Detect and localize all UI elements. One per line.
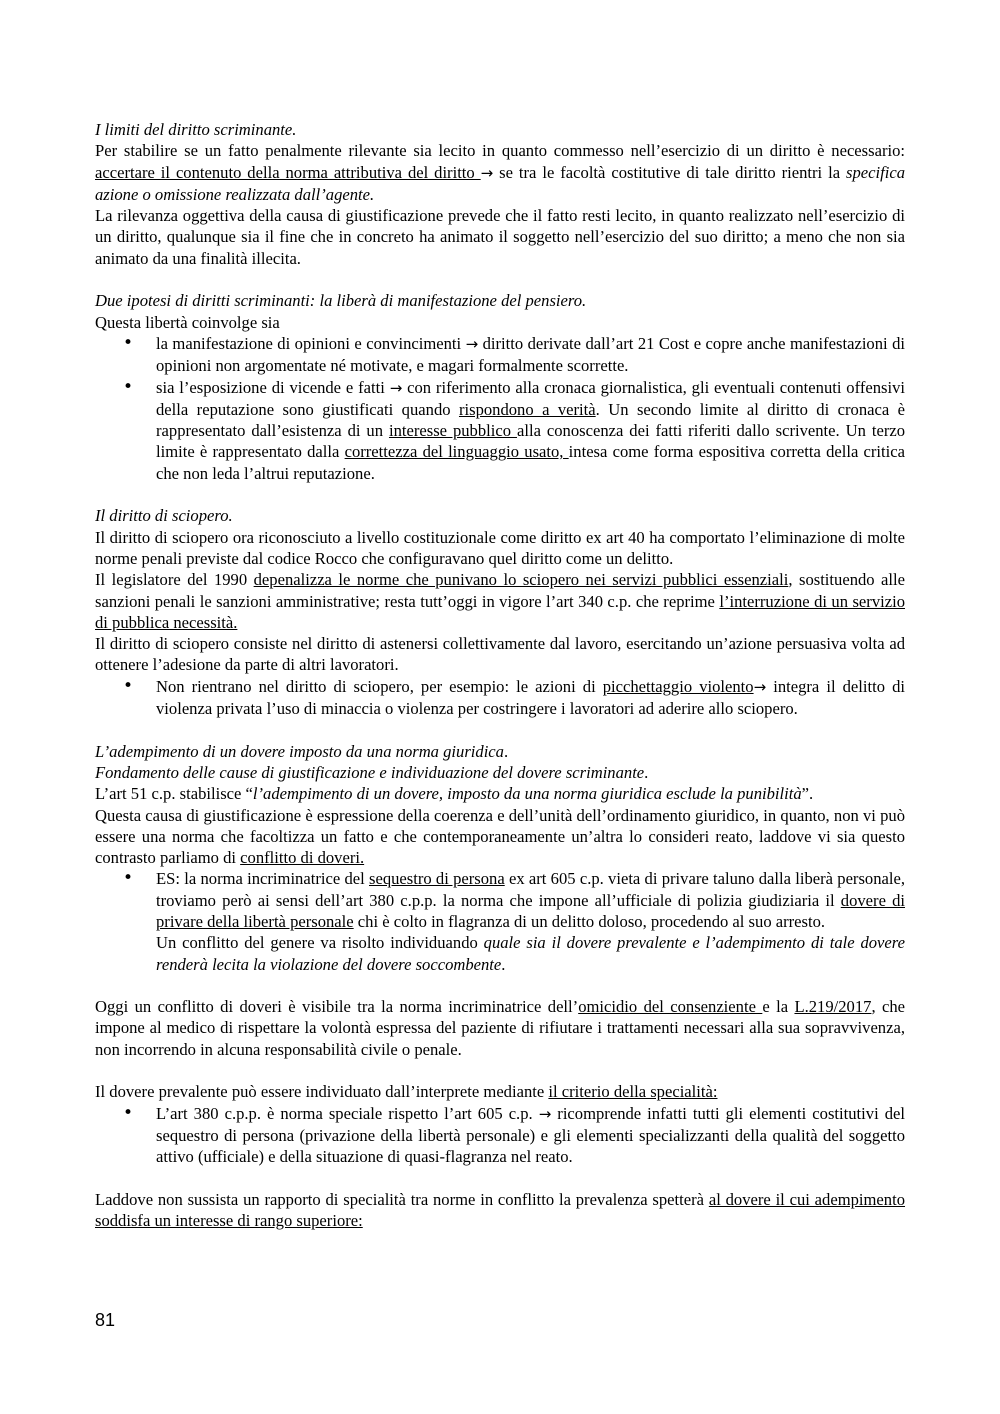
section-heading-adempimento: L’adempimento di un dovere imposto da una norma giuridica. bbox=[95, 741, 509, 761]
list-item-continuation: Un conflitto del genere va risolto individuando quale sia il dovere prevalente e l’adempimento di tale dovere renderà lecita la violazione del dovere soccombente. bbox=[156, 933, 905, 974]
arrow-right-icon: → bbox=[538, 1104, 552, 1123]
section-heading-limiti: I limiti del diritto scriminante. bbox=[95, 120, 297, 139]
arrow-right-icon: → bbox=[465, 334, 479, 353]
list-item: • Non rientrano nel diritto di sciopero, per esempio: le azioni di picchettaggio violento→ integra il delitto di violenza privata l’uso di minaccia o violenza per costringere i lavoratori ad aderire allo sciopero. bbox=[95, 676, 905, 720]
list-item: • la manifestazione di opinioni e convincimenti → diritto derivate dall’art 21 Cost e copre anche manifestazioni di opinioni non argomentate né motivate, e magari formalmente scorrette. bbox=[95, 333, 905, 377]
list-item: • sia l’esposizione di vicende e fatti → con riferimento alla cronaca giornalistica, gli eventuali contenuti offensivi della reputazione sono giustificati quando rispondono a verità. Un secondo limite al diritto di cronaca è rappresentato dall’esistenza di un interesse pubblico alla conoscenza dei fatti riferiti dallo scrivente. Un terzo limite è rappresentato dalla correttezza del linguaggio usato, intesa come forma espositiva corretta della critica che non leda l’altrui reputazione. bbox=[95, 377, 905, 484]
arrow-right-icon: → bbox=[389, 378, 403, 397]
list-item: • ES: la norma incriminatrice del sequestro di persona ex art 605 c.p. vieta di privare taluno dalla liberà personale, troviamo però ai sensi dell’art 380 c.p.p. la norma che impone all’ufficiale di polizia giudiziaria il dovere di privare della libertà personale chi è colto in flagranza di un delitto doloso, procedendo al suo arresto. Un conflitto del genere va risolto individuando quale sia il dovere prevalente e l’adempimento di tale dovere renderà lecita la violazione del dovere soccombente. bbox=[95, 868, 905, 974]
bullet-list bbox=[95, 333, 905, 484]
arrow-right-icon: → bbox=[480, 163, 494, 182]
paragraph: Il dovere prevalente può essere individuato dall’interprete mediante il criterio della specialità: bbox=[95, 1082, 718, 1102]
list-item: • L’art 380 c.p.p. è norma speciale rispetto l’art 605 c.p. → ricomprende infatti tutti gli elementi costitutivi del sequestro di persona (privazione della libertà personale) e gli elementi specializzanti della qualità del soggetto attivo (ufficiale) e della situazione di quasi-flagranza nel reato. bbox=[95, 1103, 905, 1168]
paragraph: Il diritto di sciopero ora riconosciuto a livello costituzionale come diritto ex art 40 ha comportato l’eliminazione di molte norme penali previste dal codice Rocco che configuravano quel diritto come un delitto. bbox=[95, 527, 905, 568]
page-content bbox=[95, 119, 905, 1231]
section-subheading-fondamento: Fondamento delle cause di giustificazione e individuazione del dovere scriminante. bbox=[95, 762, 649, 782]
paragraph: L’art 51 c.p. stabilisce “l’adempimento di un dovere, imposto da una norma giuridica esclude la punibilità”. bbox=[95, 784, 814, 804]
section-heading-sciopero: Il diritto di sciopero. bbox=[95, 506, 233, 526]
page-number: 81 bbox=[95, 1310, 116, 1330]
bullet-list bbox=[95, 676, 905, 720]
arrow-right-icon: → bbox=[753, 677, 767, 696]
paragraph: Per stabilire se un fatto penalmente rilevante sia lecito in quanto commesso nell’esercizio di un diritto è necessario: accertare il contenuto della norma attributiva del diritto → se tra le facoltà costitutive di tale diritto rientri la specifica azione o omissione realizzata dall’agente. bbox=[95, 141, 905, 204]
paragraph: Questa libertà coinvolge sia bbox=[95, 312, 280, 332]
paragraph: Il legislatore del 1990 depenalizza le norme che punivano lo sciopero nei servizi pubblici essenziali, sostituendo alle sanzioni penali le sanzioni amministrative; resta tutt’oggi in vigore l’art 340 c.p. che reprime l’interruzione di un servizio di pubblica necessità. bbox=[95, 570, 906, 632]
paragraph: La rilevanza oggettiva della causa di giustificazione prevede che il fatto resti lecito, in quanto realizzato nell’esercizio di un diritto, qualunque sia il fine che in concreto ha animato il soggetto nell’esercizio del suo diritto; a meno che non sia animato da una finalità illecita. bbox=[95, 206, 905, 268]
paragraph: Laddove non sussista un rapporto di specialità tra norme in conflitto la prevalenza spetterà al dovere il cui adempimento soddisfa un interesse di rango superiore: bbox=[95, 1189, 906, 1231]
paragraph: Il diritto di sciopero consiste nel diritto di astenersi collettivamente dal lavoro, esercitando un’azione persuasiva volta ad ottenere l’adesione da parte di altri lavoratori. bbox=[95, 634, 905, 675]
paragraph: Questa causa di giustificazione è espressione della coerenza e dell’unità dell’ordinamento giuridico, in quanto, non vi può essere una norma che facoltizza un fatto e che contemporaneamente un’altra lo consideri reato, laddove vi sia questo contrasto parliamo di conflitto di doveri. bbox=[95, 805, 905, 868]
bullet-list bbox=[95, 868, 905, 974]
bullet-list bbox=[95, 1103, 905, 1168]
section-heading-manifestazione: Due ipotesi di diritti scriminanti: la liberà di manifestazione del pensiero. bbox=[95, 291, 587, 311]
paragraph: Oggi un conflitto di doveri è visibile tra la norma incriminatrice dell’omicidio del consenziente e la L.219/2017, che impone al medico di rispettare la volontà espressa del paziente di rifiutare i trattamenti necessari alla sua sopravvivenza, non incorrendo in alcuna responsabilità civile o penale. bbox=[95, 997, 906, 1059]
